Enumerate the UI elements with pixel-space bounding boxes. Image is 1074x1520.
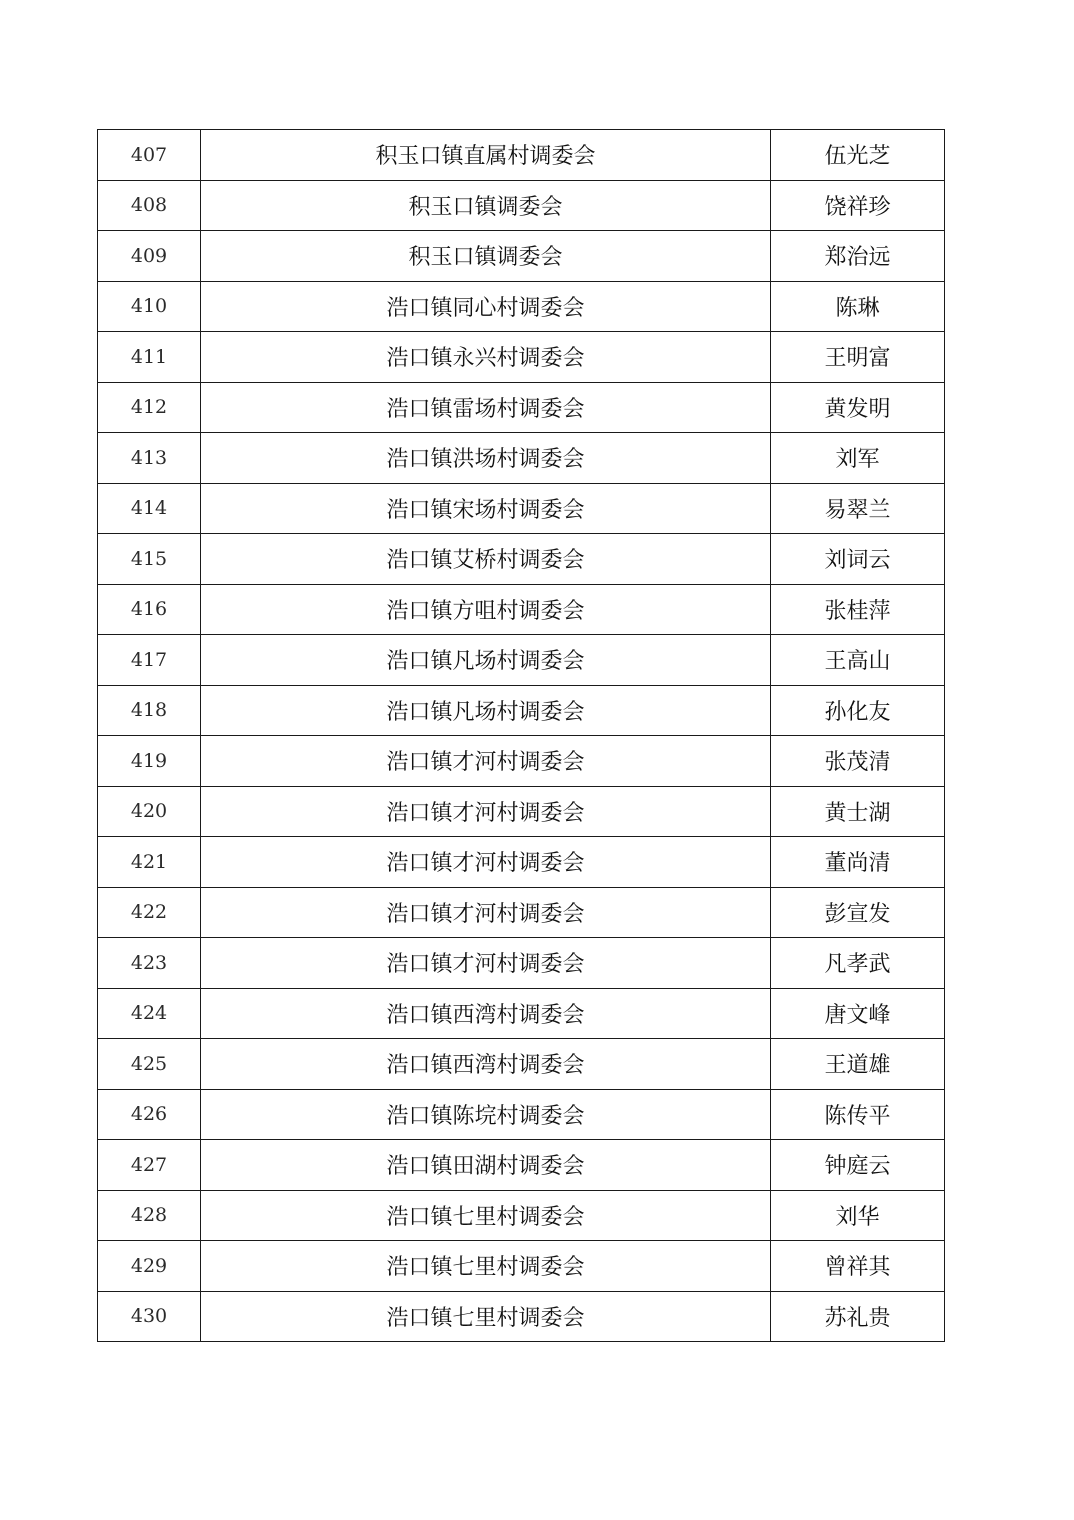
organization-cell: 浩口镇艾桥村调委会: [201, 534, 771, 585]
organization-cell: 浩口镇陈垸村调委会: [201, 1089, 771, 1140]
table-row: [98, 332, 945, 383]
organization-cell: 积玉口镇调委会: [201, 231, 771, 282]
table-row: [98, 887, 945, 938]
table-row: [98, 1140, 945, 1191]
person-name-cell: 饶祥珍: [771, 180, 945, 231]
table-row: [98, 635, 945, 686]
person-name-cell: 王明富: [771, 332, 945, 383]
table-row: [98, 1291, 945, 1342]
organization-cell: 浩口镇洪场村调委会: [201, 433, 771, 484]
person-name-cell: 苏礼贵: [771, 1291, 945, 1342]
person-name-cell: 黄发明: [771, 382, 945, 433]
row-number-cell: 412: [98, 382, 201, 433]
table-row: [98, 736, 945, 787]
row-number-cell: 411: [98, 332, 201, 383]
table-row: [98, 1190, 945, 1241]
roster-table: [97, 129, 945, 1342]
table-row: [98, 382, 945, 433]
organization-cell: 浩口镇西湾村调委会: [201, 1039, 771, 1090]
row-number-cell: 416: [98, 584, 201, 635]
row-number-cell: 428: [98, 1190, 201, 1241]
row-number-cell: 408: [98, 180, 201, 231]
row-number-cell: 426: [98, 1089, 201, 1140]
table-row: [98, 1089, 945, 1140]
row-number-cell: 415: [98, 534, 201, 585]
person-name-cell: 黄士湖: [771, 786, 945, 837]
organization-cell: 浩口镇才河村调委会: [201, 887, 771, 938]
table-row: [98, 786, 945, 837]
person-name-cell: 凡孝武: [771, 938, 945, 989]
table-row: [98, 1241, 945, 1292]
table-row: [98, 1039, 945, 1090]
organization-cell: 浩口镇七里村调委会: [201, 1190, 771, 1241]
person-name-cell: 董尚清: [771, 837, 945, 888]
table-row: [98, 130, 945, 181]
organization-cell: 浩口镇田湖村调委会: [201, 1140, 771, 1191]
person-name-cell: 王道雄: [771, 1039, 945, 1090]
person-name-cell: 陈琳: [771, 281, 945, 332]
person-name-cell: 郑治远: [771, 231, 945, 282]
table-row: [98, 281, 945, 332]
table-row: [98, 938, 945, 989]
organization-cell: 浩口镇雷场村调委会: [201, 382, 771, 433]
row-number-cell: 423: [98, 938, 201, 989]
organization-cell: 浩口镇才河村调委会: [201, 786, 771, 837]
person-name-cell: 唐文峰: [771, 988, 945, 1039]
organization-cell: 浩口镇方咀村调委会: [201, 584, 771, 635]
table-row: [98, 534, 945, 585]
person-name-cell: 曾祥其: [771, 1241, 945, 1292]
row-number-cell: 407: [98, 130, 201, 181]
table-row: [98, 837, 945, 888]
row-number-cell: 417: [98, 635, 201, 686]
row-number-cell: 421: [98, 837, 201, 888]
person-name-cell: 陈传平: [771, 1089, 945, 1140]
person-name-cell: 易翠兰: [771, 483, 945, 534]
person-name-cell: 刘华: [771, 1190, 945, 1241]
table-row: [98, 483, 945, 534]
person-name-cell: 刘军: [771, 433, 945, 484]
table-row: [98, 433, 945, 484]
row-number-cell: 418: [98, 685, 201, 736]
row-number-cell: 429: [98, 1241, 201, 1292]
row-number-cell: 419: [98, 736, 201, 787]
row-number-cell: 409: [98, 231, 201, 282]
organization-cell: 浩口镇凡场村调委会: [201, 685, 771, 736]
table-row: [98, 231, 945, 282]
organization-cell: 浩口镇才河村调委会: [201, 736, 771, 787]
row-number-cell: 410: [98, 281, 201, 332]
roster-table-body: [98, 130, 945, 1342]
organization-cell: 浩口镇西湾村调委会: [201, 988, 771, 1039]
row-number-cell: 430: [98, 1291, 201, 1342]
person-name-cell: 张茂清: [771, 736, 945, 787]
person-name-cell: 彭宣发: [771, 887, 945, 938]
organization-cell: 积玉口镇调委会: [201, 180, 771, 231]
row-number-cell: 413: [98, 433, 201, 484]
person-name-cell: 王高山: [771, 635, 945, 686]
organization-cell: 浩口镇凡场村调委会: [201, 635, 771, 686]
person-name-cell: 钟庭云: [771, 1140, 945, 1191]
organization-cell: 浩口镇七里村调委会: [201, 1291, 771, 1342]
organization-cell: 积玉口镇直属村调委会: [201, 130, 771, 181]
row-number-cell: 424: [98, 988, 201, 1039]
row-number-cell: 420: [98, 786, 201, 837]
organization-cell: 浩口镇才河村调委会: [201, 938, 771, 989]
organization-cell: 浩口镇永兴村调委会: [201, 332, 771, 383]
row-number-cell: 427: [98, 1140, 201, 1191]
row-number-cell: 422: [98, 887, 201, 938]
table-row: [98, 180, 945, 231]
row-number-cell: 414: [98, 483, 201, 534]
person-name-cell: 张桂萍: [771, 584, 945, 635]
organization-cell: 浩口镇宋场村调委会: [201, 483, 771, 534]
table-row: [98, 584, 945, 635]
row-number-cell: 425: [98, 1039, 201, 1090]
organization-cell: 浩口镇才河村调委会: [201, 837, 771, 888]
organization-cell: 浩口镇七里村调委会: [201, 1241, 771, 1292]
person-name-cell: 孙化友: [771, 685, 945, 736]
person-name-cell: 伍光芝: [771, 130, 945, 181]
person-name-cell: 刘词云: [771, 534, 945, 585]
organization-cell: 浩口镇同心村调委会: [201, 281, 771, 332]
table-row: [98, 988, 945, 1039]
table-row: [98, 685, 945, 736]
